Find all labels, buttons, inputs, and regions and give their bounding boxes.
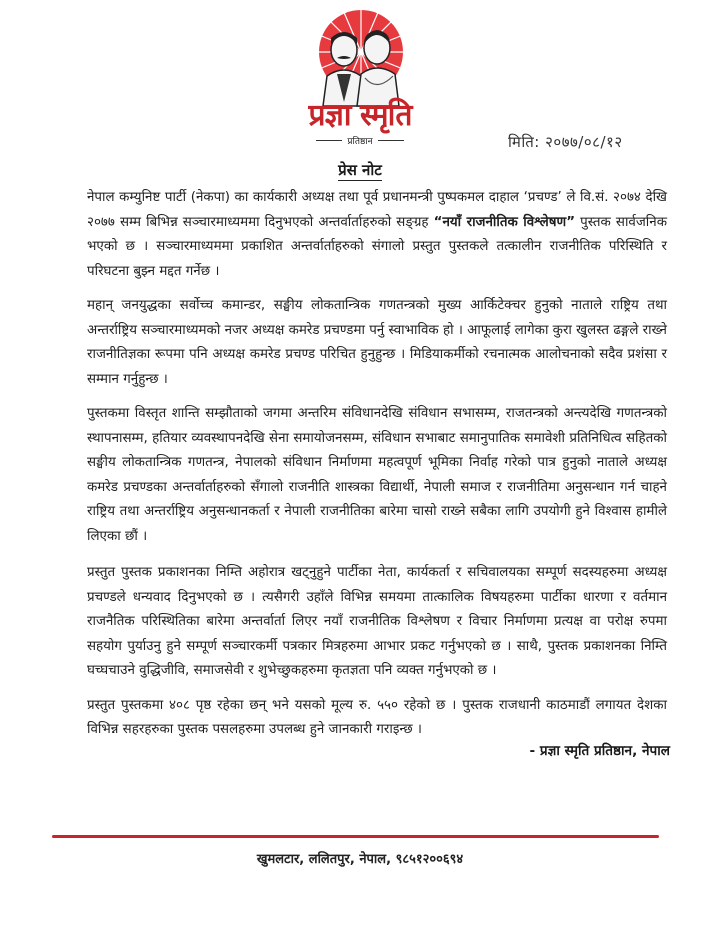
paragraph-1-text-after: पुस्तक सार्वजनिक भएको छ । सञ्चारमाध्यममा प्रकाशित अन्तर्वार्ताहरुको संगालो प्रस्तुत पुस्तकले तत्कालीन राजनीतिक परिस्थिति र परिघटना बुझ्न मद्दत गर्नेछ ।	[87, 214, 667, 279]
logo-subtitle-text: प्रतिष्ठान	[347, 136, 373, 147]
footer-address: खुमलटार, ललितपुर, नेपाल, ९८५१२००६९४	[256, 852, 464, 867]
paragraph-4: प्रस्तुत पुस्तक प्रकाशनका निम्ति अहोरात्र खट्नुहुने पार्टीका नेता, कार्यकर्ता र सचिवालयका सम्पूर्ण सदस्यहरुमा अध्यक्ष प्रचण्डले धन्यवाद दिनुभएको छ । त्यसैगरी उहाँले विभिन्न समयमा तात्कालिक विषयहरुमा पार्टीका धारणा र वर्तमान राजनैतिक परिस्थितिका बारेमा अन्तर्वार्ता लिएर नयाँ राजनीतिक विश्लेषण र विचार निर्माणमा प्रत्यक्ष वा परोक्ष रुपमा सहयोग पुर्याउनु हुने सम्पूर्ण सञ्चारकर्मी पत्रकार मित्रहरुमा आभार प्रकट गर्नुभएको छ । साथै, पुस्तक प्रकाशनका निम्ति घच्घचाउने वुद्धिजीवि, समाजसेवी र शुभेच्छुकहरुमा कृतज्ञता पनि व्यक्त गर्नुभएको छ ।	[87, 565, 667, 678]
logo-name: प्रज्ञा स्मृति	[308, 98, 412, 133]
document-title: प्रेस नोट	[338, 161, 382, 179]
paragraph-5: प्रस्तुत पुस्तकमा ४०८ पृष्ठ रहेका छन् भने यसको मूल्य रु. ५५० रहेको छ । पुस्तक राजधानी काठमाडौं लगायत देशका विभिन्न सहरहरुका पुस्तक पसलहरुमा उपलब्ध हुने जानकारी गराइन्छ ।	[87, 697, 667, 737]
footer-divider	[52, 835, 659, 838]
paragraph-2: महान् जनयुद्धका सर्वोच्च कमान्डर, सङ्घीय लोकतान्त्रिक गणतन्त्रको मुख्य आर्किटेक्चर हुनुको नाताले राष्ट्रिय तथा अन्तर्राष्ट्रिय सञ्चारमाध्यमको नजर अध्यक्ष कमरेड प्रचण्डमा पर्नु स्वाभाविक हो । आफूलाई लागेका कुरा खुलस्त ढङ्गले राख्ने राजनीतिज्ञका रूपमा पनि अध्यक्ष कमरेड प्रचण्ड परिचित हुनुहुन्छ । मिडियाकर्मीको रचनात्मक आलोचनाको सदैव प्रशंसा र सम्मान गर्नुहुन्छ ।	[87, 298, 667, 387]
book-title: “नयाँ राजनीतिक विश्लेषण”	[433, 214, 575, 230]
logo-subtitle	[290, 132, 430, 148]
logo-subtitle-rule-right	[378, 140, 404, 141]
document-title-wrap	[0, 160, 720, 180]
logo-subtitle-rule-left	[316, 140, 342, 141]
logo-portrait-icon	[307, 2, 415, 110]
paragraph-3: पुस्तकमा विस्तृत शान्ति सम्झौताको जगमा अन्तरिम संविधानदेखि संविधान सभासम्म, राजतन्त्रको अन्त्यदेखि गणतन्त्रको स्थापनासम्म, हतियार व्यवस्थापनदेखि सेना समायोजनसम्म, संविधान सभाबाट समानुपातिक समावेशी प्रतिनिधित्व सहितको सङ्घीय लोकतान्त्रिक गणतन्त्र, नेपालको संविधान निर्माणमा महत्वपूर्ण भूमिका निर्वाह गरेको पात्र हुनुको नाताले अध्यक्ष कमरेड प्रचण्डका अन्तर्वार्ताहरुको सँगालो राजनीति शास्त्रका विद्यार्थी, नेपाली समाज र राजनीतिमा अनुसन्धान गर्न चाहने राष्ट्रिय तथा अन्तर्राष्ट्रिय अनुसन्धानकर्ता र नेपाली राजनीतिका बारेमा चासो राख्ने सबैका लागि उपयोगी हुने विश्वास हामीले लिएका छौं ।	[87, 406, 667, 544]
document-date: मिति: २०७७/०८/१२	[508, 133, 623, 151]
paragraph-1	[87, 186, 667, 284]
paragraph-1-text-before: नेपाल कम्युनिष्ट पार्टी (नेकपा) का कार्यकारी अध्यक्ष तथा पूर्व प्रधानमन्त्री पुष्पकमल दाहाल ‘प्रचण्ड’ ले वि.सं. २०७४ देखि २०७७ सम्म बिभिन्न सञ्चारमाध्यममा दिनुभएको अन्तर्वार्ताहरुको सङ्ग्रह	[87, 190, 667, 230]
logo	[290, 2, 430, 150]
document-body	[87, 186, 667, 753]
signature: - प्रज्ञा स्मृति प्रतिष्ठान, नेपाल	[529, 743, 670, 759]
